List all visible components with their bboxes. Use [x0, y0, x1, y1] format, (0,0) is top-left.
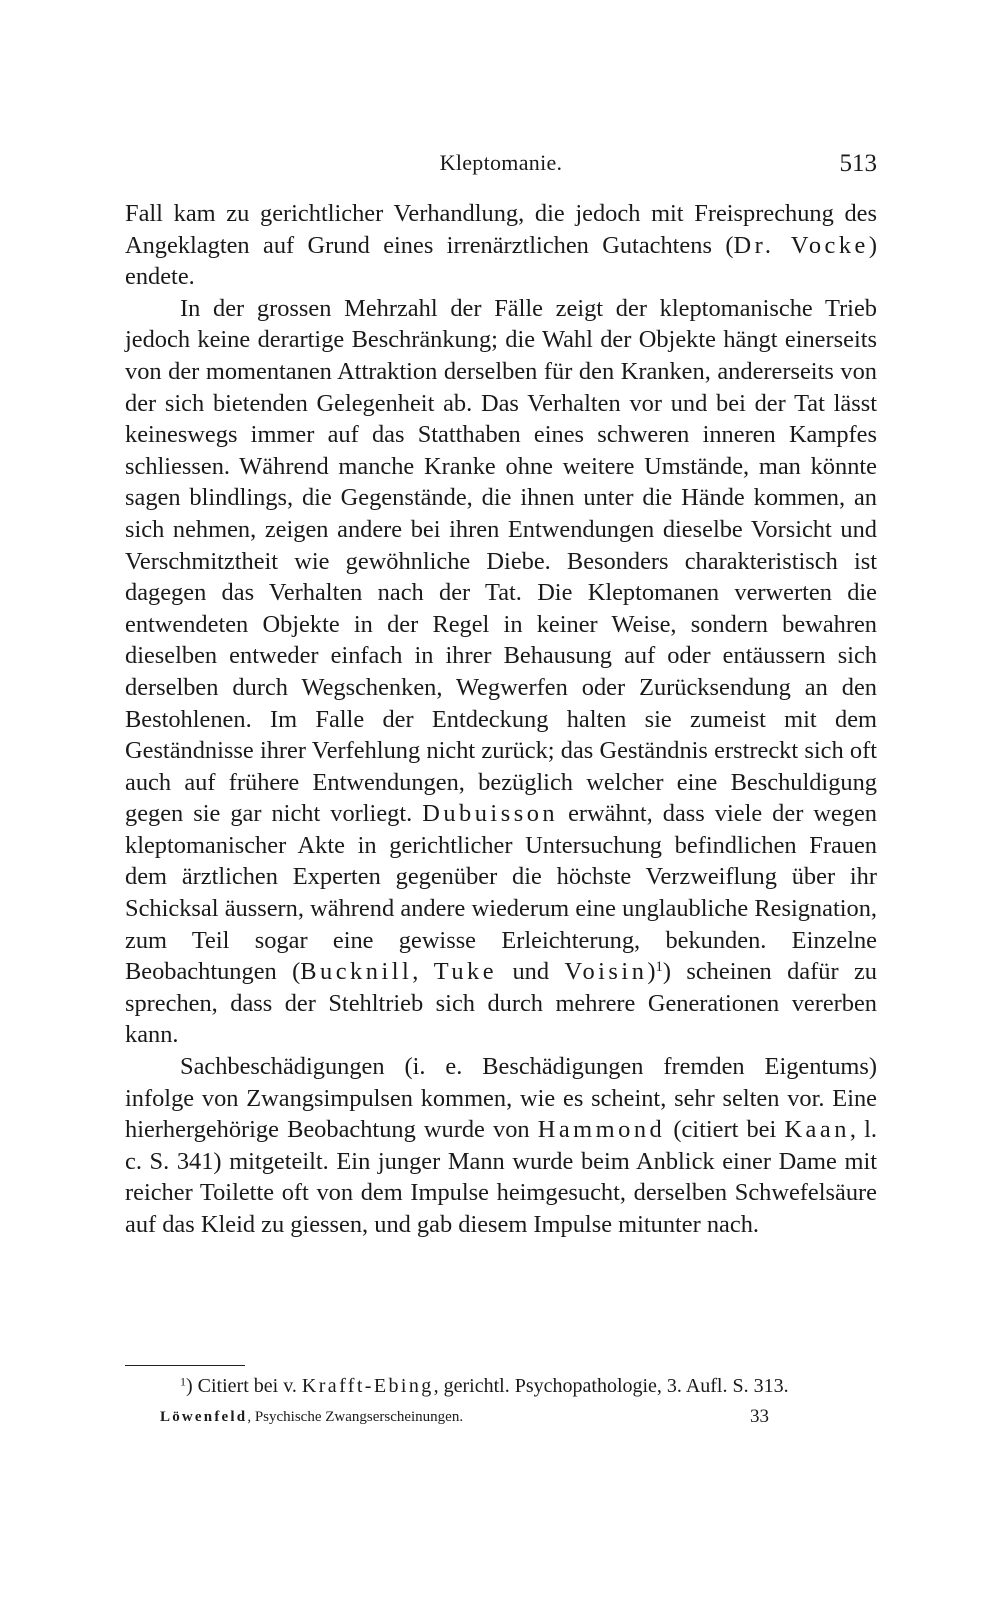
running-title: Kleptomanie.	[439, 150, 563, 175]
paragraph-2	[125, 293, 877, 1051]
paragraph-1	[125, 198, 877, 293]
signature-sheet-number: 33	[750, 1406, 769, 1427]
author-name-bucknill: Bucknill	[300, 958, 413, 986]
body-text	[125, 198, 877, 1241]
paragraph-3-text-a: Sachbeschädigungen (i. e. Beschädigungen fremden Eigentums) infolge von Zwangsimpulsen kommen, wie es scheint, sehr selten vor. Eine hierhergehörige Beobachtung wurde von	[125, 1053, 877, 1144]
running-head	[125, 150, 877, 180]
author-name-dubuisson: Dubuisson	[422, 800, 559, 828]
paragraph-2-close: )	[647, 958, 656, 986]
signature-title: , Psychische Zwangserscheinungen.	[247, 1409, 464, 1425]
author-name-vocke: Dr. Vocke	[733, 231, 869, 259]
page-number: 513	[839, 150, 877, 177]
footnote-text-a: ) Citiert bei v.	[186, 1375, 302, 1397]
author-name-kaan: Kaan	[784, 1116, 850, 1144]
signature-author: Löwenfeld	[160, 1409, 248, 1425]
paragraph-2-text-a: In der grossen Mehrzahl der Fälle zeigt der kleptomanische Trieb jedoch keine derartige Beschränkung; die Wahl der Objekte hängt einerseits von der momentanen Attraktion derselben für den Kranken, andererseits von der sich bietenden Gelegenheit ab. Das Verhalten vor und bei der Tat lässt keineswegs immer auf das Statthaben eines schweren inneren Kampfes schliessen. Während manche Kranke ohne weitere Umstände, man könnte sagen blindlings, die Gegenstände, die ihnen unter die Hände kommen, an sich nehmen, zeigen andere bei ihren Entwendungen dieselbe Vorsicht und Verschmitztheit wie gewöhnliche Diebe. Besonders charakteristisch ist dagegen das Verhalten nach der Tat. Die Kleptomanen verwerten die entwendeten Objekte in der Regel in keiner Weise, sondern bewahren dieselben entweder einfach in ihrer Behausung auf oder entäussern sich derselben durch Wegschenken, Wegwerfen oder Zurücksendung an den Bestohlenen. Im Falle der Entdeckung halten sie zumeist mit dem Geständnisse ihrer Verfehlung nicht zurück; das Geständnis erstreckt sich oft auch auf frühere Entwendungen, bezüglich welcher eine Beschuldigung gegen sie gar nicht vorliegt.	[125, 294, 877, 828]
footnote	[180, 1372, 880, 1400]
footnote-mark: 1	[180, 1374, 186, 1389]
author-name-hammond: Hammond	[537, 1116, 666, 1144]
paragraph-3	[125, 1051, 877, 1241]
footnote-divider	[125, 1365, 245, 1366]
author-name-voisin: Voisin	[564, 958, 648, 986]
author-name-tuke: Tuke	[433, 958, 498, 986]
paragraph-2-text-c: ) scheinen dafür zu sprechen, dass der Stehltrieb sich durch mehrere Generationen vererben kann.	[125, 958, 878, 1049]
printer-signature	[160, 1402, 780, 1432]
paragraph-3-text-c: , l. c. S. 341) mitgeteilt. Ein junger Mann wurde beim Anblick einer Dame mit reicher Toilette oft von dem Impulse heimgesucht, derselben Schwefelsäure auf das Kleid zu giessen, und gab diesem Impulse mitunter nach.	[125, 1116, 878, 1238]
footnote-reference: 1	[655, 959, 663, 976]
paragraph-3-text-b: (citiert bei	[665, 1116, 785, 1144]
footnote-text-b: , gerichtl. Psychopathologie, 3. Aufl. S. 313.	[433, 1375, 789, 1397]
paragraph-1-end: ) endete.	[125, 231, 878, 291]
paragraph-2-text-b: erwähnt, dass viele der wegen kleptomanischer Akte in gerichtlicher Untersuchung befindlichen Frauen dem ärztlichen Experten gegenüber die höchste Verzweiflung über ihr Schicksal äussern, während andere wiederum eine unglaubliche Resignation, zum Teil sogar eine gewisse Erleichterung, bekunden. Einzelne Beobachtungen (	[125, 800, 877, 986]
paragraph-1-text: Fall kam zu gerichtlicher Verhandlung, die jedoch mit Freisprechung des Angeklagten auf Grund eines irrenärztlichen Gutachtens (	[125, 200, 877, 259]
paragraph-2-sep-1: ,	[412, 958, 434, 986]
paragraph-2-sep-2: und	[497, 958, 565, 986]
footnote-author-name: Krafft-Ebing	[301, 1375, 434, 1397]
